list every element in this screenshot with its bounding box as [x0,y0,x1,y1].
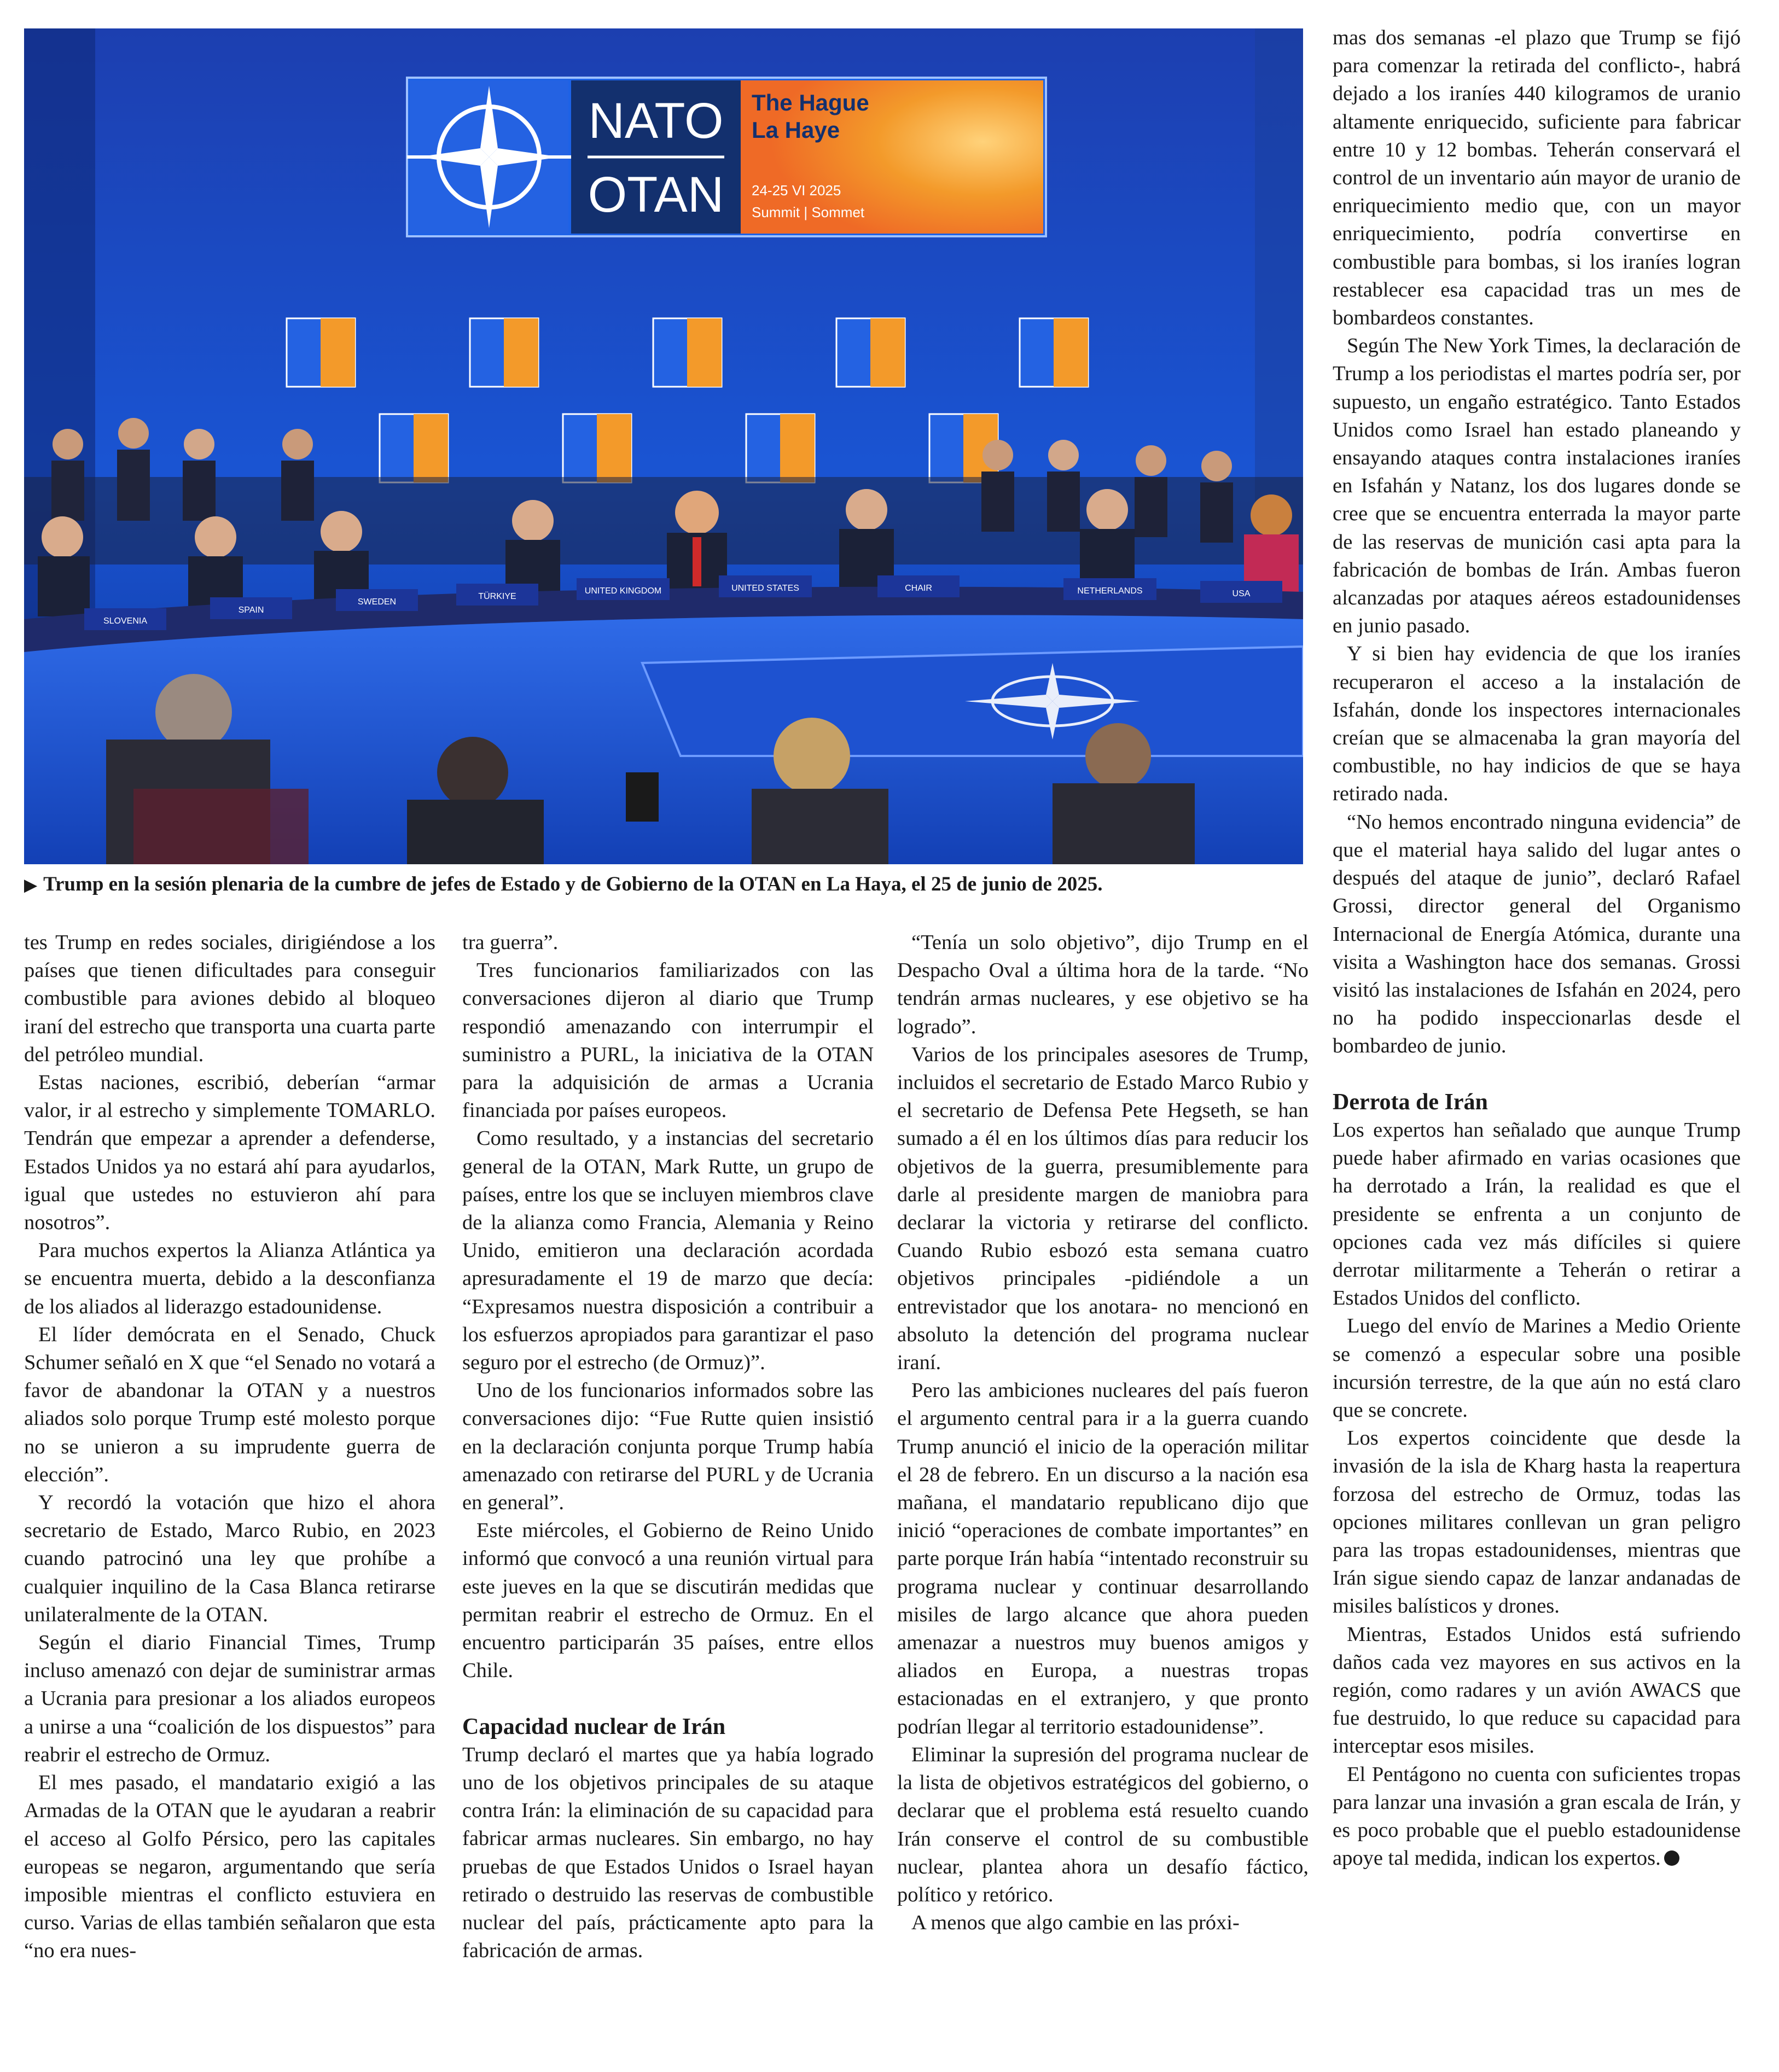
paragraph: Estas naciones, escribió, deberían “armar valor, ir al estrecho y simplemente TOMARLO. Tendrán que empezar a aprender a defenderse, Estados Unidos ya no estará ahí para ayudarlos, igual que ustedes no estuvieron ahí para nosotros”. [24,1071,435,1235]
banner-dates: 24-25 VI 2025 [752,182,841,199]
paragraph: Tres funcionarios familiarizados con las conversaciones dijeron al diario que Trump respondió amenazando con interrumpir el suministro a PURL, la iniciativa de la OTAN para la adquisición de armas a Ucrania financiada por países europeos. [462,959,874,1122]
banner-otan: OTAN [588,167,724,223]
center-table [642,647,1303,756]
paragraph: El líder demócrata en el Senado, Chuck Schumer señaló en X que “el Senado no votará a favor de abandonar la OTAN y a nuestros aliados solo porque Trump esté molesto porque no se unieron a su imprudente guerra de elección”. [24,1323,435,1486]
nameplate: UNITED STATES [731,584,799,593]
paragraph: Los expertos coincidente que desde la invasión de la isla de Kharg hasta la reapertura forzosa del estrecho de Ormuz, todas las opciones militares conllevan un gran peligro para las tropas estadounidenses, mientras que Irán sigue siendo capaz de lanzar andanadas de misiles balísticos y drones. [1333,1427,1741,1618]
paragraph: “Tenía un solo objetivo”, dijo Trump en el Despacho Oval a última hora de la tarde. “No tendrán armas nucleares, y ese objetivo se ha logrado”. [897,931,1309,1038]
paragraph: mas dos semanas -el plazo que Trump se fijó para comenzar la retirada del conflicto-, habrá dejado a los iraníes 440 kilogramos de uranio altamente enriquecido, suficiente para fabricar entre 10 y 12 bombas. Teherán conservará el control de un inventario aún mayor de uranio de enriquecimiento medio que, con un mayor enriquecimiento, podría convertirse en combustible para bombas, si los iraníes logran restablecer esa capacidad tras un mes de bombardeos constantes. [1333,26,1741,330]
nato-plenary-photo [24,28,1303,864]
paragraph: Y recordó la votación que hizo el ahora secretario de Estado, Marco Rubio, en 2023 cuando patrocinó una ley que prohíbe a cualquier inquilino de la Casa Blanca retirarse unilateralmente de la OTAN. [24,1491,435,1626]
banner-summit: Summit | Sommet [752,204,865,220]
paragraph: “No hemos encontrado ninguna evidencia” de que el material haya salido del lugar antes o después del ataque de junio”, declaró Rafael Grossi, director general del Organismo Internacional de Energía Atómica, durante una visita a Washington hace dos semanas. Grossi visitó las instalaciones de Isfahán en 2024, pero no ha podido inspeccionarlas desde el bombardeo de junio. [1333,810,1741,1058]
paragraph: Trump declaró el martes que ya había logrado uno de los objetivos principales de su ataque contra Irán: la eliminación de su capacidad para fabricar armas nucleares. Sin embargo, no hay pruebas de que Estados Unidos o Israel hayan retirado o destruido las reservas de combustible nuclear del país, prácticamente apto para la fabricación de armas. [462,1743,874,1963]
article-column-2 [462,929,874,2056]
nameplate: UNITED KINGDOM [584,586,662,596]
banner-city-fr: La Haye [752,117,840,143]
paragraph: Luego del envío de Marines a Medio Oriente se comenzó a especular sobre una posible incursión terrestre, de la que aún no está claro que se concrete. [1333,1314,1741,1422]
banner-city-en: The Hague [752,90,869,115]
paragraph: Los expertos han señalado que aunque Trump puede haber afirmado en varias ocasiones que ha derrotado a Irán, la realidad es que el presidente se enfrenta a un conjunto de opciones cada vez más difíciles si quiere derrotar militarmente a Teherán o retirar a Estados Unidos del conflicto. [1333,1118,1741,1310]
nameplate: SWEDEN [357,597,397,607]
paragraph: Mientras, Estados Unidos está sufriendo daños cada vez mayores en sus activos en la región, como radares y un avión AWACS que fue destruido, lo que reduce su capacidad para interceptar esos misiles. [1333,1622,1741,1758]
nameplate: USA [1232,589,1251,598]
paragraph: Y si bien hay evidencia de que los iraníes recuperaron el acceso a la instalación de Isfahán, donde los inspectores internacionales creían que se almacenaba la gran mayoría del combustible, no hay indicios de que se haya retirado nada. [1333,642,1741,806]
paragraph: Como resultado, y a instancias del secretario general de la OTAN, Mark Rutte, un grupo de países, entre los que se incluyen miembros clave de la alianza como Francia, Alemania y Reino Unido, emitieron una declaración acordada apresuradamente el 19 de marzo que decía: “Expresamos nuestra disposición a contribuir a los esfuerzos apropiados para garantizar el paso seguro por el estrecho (de Ormuz)”. [462,1127,874,1375]
paragraph: Para muchos expertos la Alianza Atlántica ya se encuentra muerta, debido a la desconfianza de los aliados al liderazgo estadounidense. [24,1239,435,1318]
paragraph: El mes pasado, el mandatario exigió a las Armadas de la OTAN que le ayudaran a reabrir el acceso al Golfo Pérsico, pero las capitales europeas se negaron, argumentando que sería imposible mientras el conflicto estuviera en curso. Varias de ellas también señalaron que esta “no era nues- [24,1771,435,1963]
photo-caption [24,871,1303,898]
camera [626,772,659,822]
section-heading: Derrota de Irán [1333,1089,1488,1115]
final-paragraph-text: El Pentágono no cuenta con suficientes tropas para lanzar una invasión a gran escala de Irán, y es poco probable que el pueblo estadounidense apoye tal medida, indican los expertos. [1333,1762,1741,1870]
nameplate: SPAIN [238,606,264,615]
nameplate: TÜRKIYE [478,592,516,601]
paragraph: Eliminar la supresión del programa nuclear de la lista de objetivos estratégicos del gobierno, o declarar que el problema está resuelto cuando Irán conserve el control de su combustible nuclear, plantea ahora un desafío fáctico, político y retórico. [897,1743,1309,1906]
summit-banner [407,78,1046,236]
article-column-4 [1333,24,1741,2056]
section-heading: Capacidad nuclear de Irán [462,1714,726,1739]
paragraph: tra guerra”. [462,931,559,954]
banner-nato: NATO [588,93,724,149]
nameplate: NETHERLANDS [1077,586,1143,596]
paragraph: tes Trump en redes sociales, dirigiéndose a los países que tienen dificultades para conseguir combustible para aviones debido al bloqueo iraní del estrecho que transporta una cuarta parte del petróleo mundial. [24,931,435,1066]
caption-text: Trump en la sesión plenaria de la cumbre de jefes de Estado y de Gobierno de la OTAN en La Haya, el 25 de junio de 2025. [43,873,1103,895]
paragraph: Pero las ambiciones nucleares del país fueron el argumento central para ir a la guerra cuando Trump anunció el inicio de la operación militar el 28 de febrero. En un discurso a la nación esa mañana, el mandatario republicano dijo que inició “operaciones de combate importantes” en parte porque Irán había “intentado reconstruir su programa nuclear y continuar desarrollando misiles de largo alcance que ahora pueden amenazar a nuestros muy buenos amigos y aliados en Europa, a nuestras tropas estacionadas en el extranjero, y que pronto podrían llegar al territorio estadounidense”. [897,1379,1309,1738]
paragraph: Este miércoles, el Gobierno de Reino Unido informó que convocó a una reunión virtual para este jueves en la que se discutirán medidas que permitan reabrir el estrecho de Ormuz. En el encuentro participarán 35 países, entre ellos Chile. [462,1519,874,1683]
nameplate: SLOVENIA [103,616,148,626]
article-column-1 [24,929,435,2056]
end-of-article-icon [1664,1850,1679,1866]
paragraph: Según The New York Times, la declaración de Trump a los periodistas el martes podría ser, por supuesto, un engaño estratégico. Tanto Estados Unidos como Israel han estado planeando y ensayando ataques contra instalaciones iraníes en Isfahán y Natanz, los dos lugares donde se cree que se encuentra enterrada la mayor parte de las reservas de munición casi apta para la fabricación de bombas de Irán. Ambas fueron alcanzadas por ataques aéreos estadounidenses en junio pasado. [1333,334,1741,638]
paragraph: Varios de los principales asesores de Trump, incluidos el secretario de Estado Marco Rubio y el secretario de Defensa Pete Hegseth, se han sumado a él en los últimos días para reducir los objetivos de la guerra, presumiblemente para darle al presidente margen de maniobra para declarar la victoria y retirarse del conflicto. Cuando Rubio esbozó esta semana cuatro objetivos principales -pidiéndole a un entrevistador que los anotara- no mencionó en absoluto la detención del programa nuclear iraní. [897,1043,1309,1375]
caption-marker-icon: ▶ [24,876,37,894]
paragraph: Según el diario Financial Times, Trump incluso amenazó con dejar de suministrar armas a Ucrania para presionar a los aliados europeos a unirse a una “coalición de los dispuestos” para reabrir el estrecho de Ormuz. [24,1631,435,1766]
paragraph: Uno de los funcionarios informados sobre las conversaciones dijo: “Fue Rutte quien insistió en la declaración conjunta porque Trump había amenazado con retirarse del PURL y de Ucrania en general”. [462,1379,874,1515]
article-column-3 [897,929,1309,2056]
paragraph [1333,1761,1741,1873]
paragraph: A menos que algo cambie en las próxi- [911,1911,1240,1935]
nameplate: CHAIR [905,584,932,593]
news-photo [24,28,1303,864]
